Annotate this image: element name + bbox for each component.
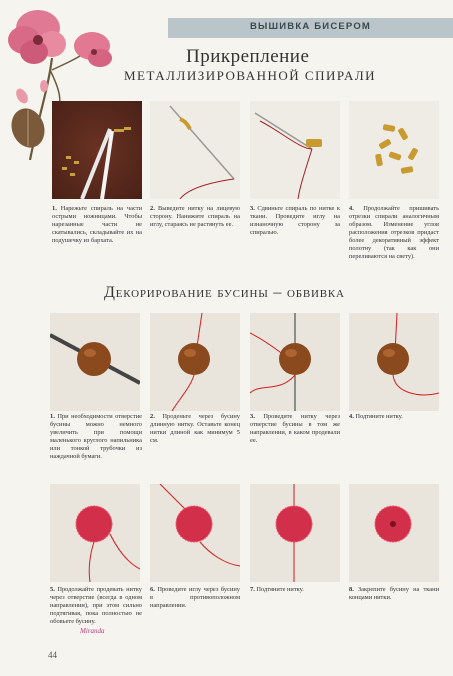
section-header-title: ВЫШИВКА БИСЕРОМ bbox=[249, 21, 372, 32]
photo-scissors-cutting-spiral bbox=[52, 101, 142, 199]
section-header-bar bbox=[168, 18, 453, 38]
photo-bead-with-file bbox=[50, 313, 140, 411]
photo-bead-thread-through-again bbox=[250, 313, 340, 411]
step-text: При необходимости отверстие бусины можно немного увеличить при помощи маленького круглого напильника или тонкой трубочки из наждачной бумаги. bbox=[50, 413, 142, 460]
photo-bead-secured bbox=[349, 484, 439, 582]
watermark-stamp: Miranda bbox=[80, 627, 105, 635]
section2-step1-caption bbox=[50, 413, 142, 461]
step-number: 5. bbox=[50, 586, 55, 593]
section1-title: Прикрепление bbox=[186, 46, 310, 67]
section2-step5-caption bbox=[50, 586, 142, 626]
section2-title bbox=[104, 284, 345, 302]
step-text: Закрепите бусину на ткани концами нитки. bbox=[349, 586, 439, 601]
step-text: Сдвиньте спираль по нитке к ткани. Проведите иглу на изнаночную сторону за спиралью. bbox=[250, 205, 340, 236]
section1-step1-caption bbox=[52, 205, 142, 245]
step-number: 1. bbox=[50, 413, 55, 420]
section2-step7-caption bbox=[250, 586, 340, 594]
photo-bead-pulled-tight bbox=[250, 484, 340, 582]
section2-step3-caption bbox=[250, 413, 340, 445]
section2-step6-caption bbox=[150, 586, 240, 610]
section1-step4-caption bbox=[349, 205, 439, 261]
step-number: 6. bbox=[150, 586, 155, 593]
section1-subtitle: МЕТАЛЛИЗИРОВАННОЙ СПИРАЛИ bbox=[124, 68, 377, 83]
photo-needle-spiral bbox=[150, 101, 240, 199]
section1-step2-caption bbox=[150, 205, 240, 229]
section1-step3-caption bbox=[250, 205, 340, 237]
section2-title-text: Декорирование бусины – обвивка bbox=[104, 284, 345, 301]
step-text: Продолжайте продевать нитку через отверстие (всегда в одном направлении), при этом сильно подтягивая, пока полностью не обовьете бусину. bbox=[50, 586, 142, 625]
photo-spiral-on-thread bbox=[250, 101, 340, 199]
step-number: 2. bbox=[150, 413, 155, 420]
page-number: 44 bbox=[48, 650, 57, 660]
step-text: Проведите иглу через бусину в противоположном направлении. bbox=[150, 586, 240, 609]
step-number: 8. bbox=[349, 586, 354, 593]
step-text: Подтяните нитку. bbox=[256, 586, 304, 593]
step-number: 4. bbox=[349, 413, 354, 420]
photo-bead-pulled-thread bbox=[349, 313, 439, 411]
step-number: 3. bbox=[250, 413, 255, 420]
section2-step8-caption bbox=[349, 586, 439, 602]
section2-step2-caption bbox=[150, 413, 240, 445]
step-text: Выведите нитку на лицевую сторону. Нанижите спираль на иглу, стараясь не растянуть ее. bbox=[150, 205, 240, 228]
step-text: Проденьте через бусину длинную нитку. Оставьте конец нитки длиной как минимум 5 см. bbox=[150, 413, 240, 444]
step-text: Проведите нитку через отверстие бусины в том же направлении, в каком продевали ее. bbox=[250, 413, 340, 444]
section2-step4-caption bbox=[349, 413, 439, 421]
photo-sewn-spirals bbox=[349, 101, 439, 199]
step-number: 7. bbox=[250, 586, 255, 593]
step-number: 1. bbox=[52, 205, 57, 212]
photo-bead-wrapping bbox=[50, 484, 140, 582]
step-text: Продолжайте пришивать отрезки спирали аналогичным образом. Изменение углов расположения отрезков придаст более декоративный эффект полотну (так как они переливаются на свету). bbox=[349, 205, 439, 260]
step-number: 2. bbox=[150, 205, 155, 212]
photo-bead-needle-opposite bbox=[150, 484, 240, 582]
step-text: Нарежьте спираль на части острыми ножницами. Чтобы нарезанные части не скатывались, складывайте их на подушечку из бархата. bbox=[52, 205, 142, 244]
step-number: 3. bbox=[250, 205, 255, 212]
step-number: 4. bbox=[349, 205, 354, 212]
step-text: Подтяните нитку. bbox=[355, 413, 403, 420]
photo-bead-threaded bbox=[150, 313, 240, 411]
